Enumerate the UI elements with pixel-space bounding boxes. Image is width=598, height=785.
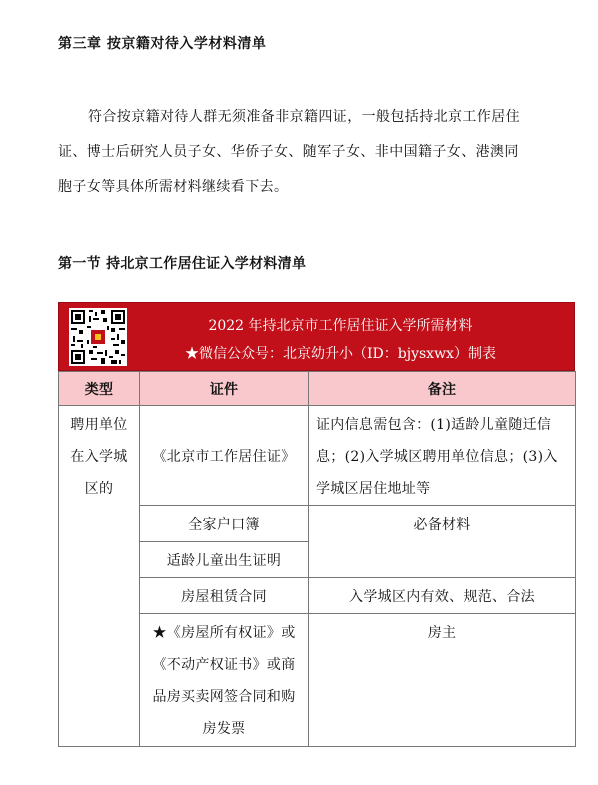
doc-lease-contract [140, 578, 309, 614]
header-notes: 备注 [309, 372, 576, 406]
table-banner [58, 302, 575, 371]
doc-text: 全家户口簿 [188, 517, 260, 533]
header-document: 证件 [140, 372, 309, 406]
table-row [59, 406, 576, 506]
note-text: 必备材料 [413, 517, 471, 533]
doc-text: 《北京市工作居住证》 [152, 448, 296, 465]
doc-birth-certificate [140, 542, 309, 578]
doc-household-register [140, 506, 309, 542]
doc-property-certificate [140, 614, 309, 747]
note-text: 入学城区内有效、规范、合法 [349, 589, 535, 605]
type-cell-text: 聘用单位在入学城区的 [70, 417, 128, 497]
doc-text: ★《房屋所有权证》或《不动产权证书》或商品房买卖网签合同和购房发票 [152, 625, 296, 737]
doc-text: 适龄儿童出生证明 [166, 553, 282, 569]
table-header-row [59, 372, 576, 406]
intro-paragraph: 符合按京籍对待人群无须准备非京籍四证，一般包括持北京工作居住证、博士后研究人员子女、华侨子女、随军子女、非中国籍子女、港澳同胞子女等具体所需材料继续看下去。 [58, 109, 520, 195]
banner-subtitle: ★微信公众号：北京幼升小（ID：bjysxwx）制表 [185, 346, 496, 362]
note-work-residence-permit [309, 406, 576, 506]
doc-work-residence-permit [140, 406, 309, 506]
doc-text: 房屋租赁合同 [181, 589, 267, 605]
section-title: 第一节 持北京工作居住证入学材料清单 [58, 256, 307, 272]
note-text: 房主 [427, 625, 457, 641]
materials-table [58, 371, 576, 747]
note-lease-contract [309, 578, 576, 614]
note-text: 证内信息需包含：(1)适龄儿童随迁信息；(2)入学城区聘用单位信息；(3)入学城区居住地址等 [316, 417, 558, 497]
note-required-materials [309, 506, 576, 578]
header-type: 类型 [59, 372, 140, 406]
note-property-owner [309, 614, 576, 747]
banner-title: 2022 年持北京市工作居住证入学所需材料 [208, 318, 473, 334]
chapter-title: 第三章 按京籍对待入学材料清单 [58, 36, 267, 52]
type-cell [59, 406, 140, 747]
